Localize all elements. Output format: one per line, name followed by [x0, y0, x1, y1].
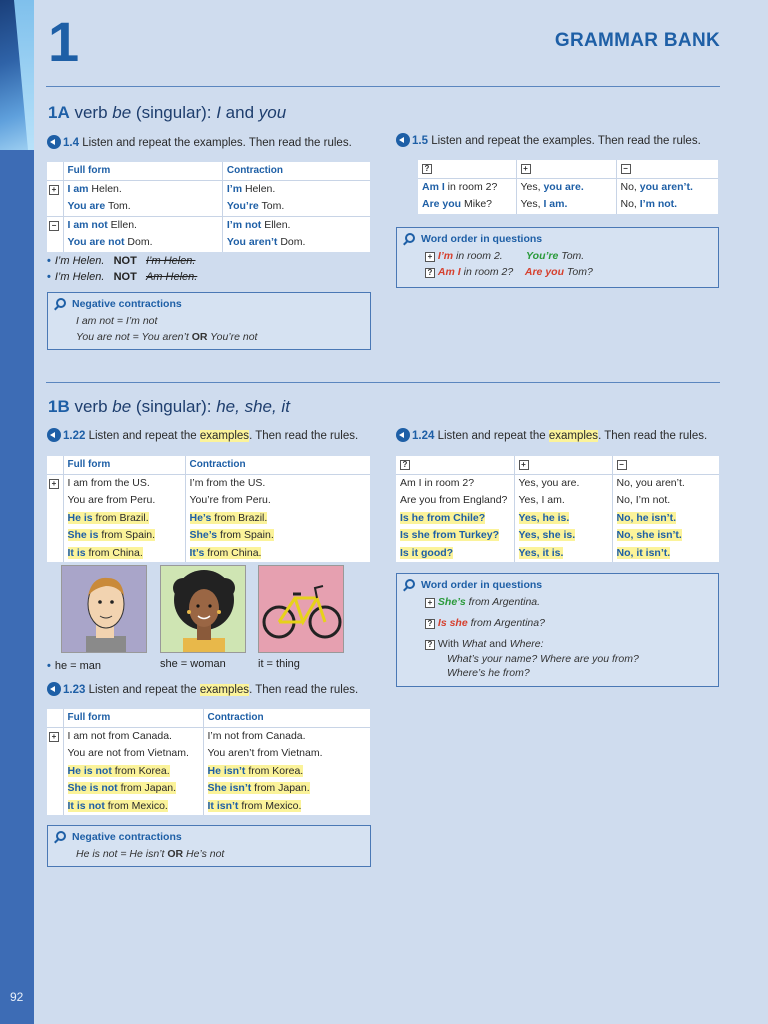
rule-bullets-1a: [47, 253, 197, 285]
table-cell: She is not from Japan.: [67, 782, 177, 794]
caption-he: • he = man: [47, 660, 102, 672]
plus-icon: +: [49, 479, 59, 489]
table-cell: It’s from China.: [185, 545, 370, 563]
table-cell: I am not Ellen.: [63, 216, 222, 234]
question-icon: ?: [425, 268, 435, 278]
table-cell: She isn’t from Japan.: [203, 780, 370, 798]
word-order-box-1b: Word order in questions + She’s from Argentina. ? Is she from Argentina? ? With What and Where: What’s your name? Where are you from? Where’s he from?: [396, 573, 719, 687]
table-cell: You aren’t from Vietnam.: [203, 745, 370, 763]
table-1b-negative: [47, 709, 370, 815]
table-cell: I am not from Canada.: [67, 729, 172, 742]
table-cell: I am from the US.: [67, 476, 150, 489]
minus-icon: −: [49, 221, 59, 231]
table-cell: No, it isn’t.: [612, 545, 719, 563]
table-cell: I am Helen.: [67, 182, 122, 195]
table-cell: I’m not Ellen.: [222, 216, 370, 234]
audio-1-4-instruction: 1.4 Listen and repeat the examples. Then read the rules.: [47, 135, 352, 149]
speaker-icon[interactable]: [396, 428, 410, 442]
table-1b-positive: [47, 456, 370, 562]
audio-1-24-instruction: 1.24 Listen and repeat the examples. Then read the rules.: [396, 428, 707, 442]
col-header-full-form: Full form: [63, 709, 203, 727]
col-header-full-form: Full form: [63, 162, 222, 180]
table-cell: Is she from Turkey?: [400, 529, 500, 541]
table-cell: Are you Mike?: [422, 198, 493, 210]
col-header-full-form: Full form: [63, 456, 185, 474]
table-cell: Am I in room 2?: [422, 180, 498, 193]
col-header-contraction: Contraction: [185, 456, 370, 474]
section-header: GRAMMAR BANK: [554, 30, 720, 51]
mid-divider: [46, 382, 720, 383]
magnifier-icon: [405, 579, 415, 589]
table-cell: No, you aren’t.: [616, 178, 718, 196]
table-cell: Are you from England?: [400, 494, 508, 506]
table-cell: Is he from Chile?: [400, 511, 486, 524]
table-cell: Is it good?: [400, 546, 454, 559]
table-cell: No, you aren’t.: [612, 474, 719, 492]
woman-illustration: [160, 565, 246, 653]
section-1a-title: 1A verb be (singular): I and you: [48, 103, 287, 122]
table-cell: No, she isn’t.: [612, 527, 719, 545]
col-header-contraction: Contraction: [222, 162, 370, 180]
table-cell: No, I’m not.: [612, 492, 719, 510]
plus-icon: +: [425, 598, 435, 608]
minus-icon: −: [621, 164, 631, 174]
question-icon: ?: [400, 460, 410, 470]
table-cell: Yes, I am.: [516, 196, 616, 214]
table-cell: No, I’m not.: [616, 196, 718, 214]
plus-icon: +: [519, 460, 529, 470]
table-cell: You are from Peru.: [67, 494, 156, 506]
table-cell: He is from Brazil.: [67, 511, 149, 524]
audio-1-5-instruction: 1.5 Listen and repeat the examples. Then read the rules.: [396, 133, 701, 147]
speaker-icon[interactable]: [47, 428, 61, 442]
table-cell: You are not Dom.: [67, 236, 153, 248]
man-illustration: [61, 565, 147, 653]
audio-1-22-instruction: 1.22 Listen and repeat the examples. Then read the rules.: [47, 428, 358, 442]
magnifier-icon: [56, 298, 66, 308]
table-cell: Yes, I am.: [514, 492, 612, 510]
plus-icon: +: [49, 732, 59, 742]
table-cell: He’s from Brazil.: [185, 510, 370, 528]
table-cell: It is not from Mexico.: [67, 799, 168, 812]
table-cell: You aren’t Dom.: [222, 234, 370, 252]
section-1b-title: 1B verb be (singular): he, she, it: [48, 397, 290, 416]
table-cell: She is from Spain.: [67, 529, 156, 541]
word-order-box-1a: Word order in questions + I’m in room 2. You’re Tom. ? Am I in room 2? Are you Tom?: [396, 227, 719, 288]
table-cell: You are Tom.: [67, 200, 131, 212]
question-icon: ?: [425, 640, 435, 650]
table-cell: Yes, he is.: [514, 510, 612, 528]
plus-icon: +: [521, 164, 531, 174]
col-header-contraction: Contraction: [203, 709, 370, 727]
table-cell: It is from China.: [67, 546, 143, 559]
list-item: • I’m Helen. NOT Am Helen.: [47, 271, 198, 283]
speaker-icon[interactable]: [396, 133, 410, 147]
table-cell: You’re Tom.: [222, 198, 370, 216]
bicycle-illustration: [258, 565, 344, 653]
table-cell: It isn’t from Mexico.: [203, 798, 370, 816]
list-item: • I’m Helen. NOT I’m Helen.: [47, 255, 196, 267]
table-cell: Yes, it is.: [514, 545, 612, 563]
question-icon: ?: [425, 619, 435, 629]
unit-number: 1: [48, 10, 80, 73]
table-cell: You’re from Peru.: [185, 492, 370, 510]
page-number: 92: [10, 990, 24, 1004]
speaker-icon[interactable]: [47, 682, 61, 696]
table-cell: I’m not from Canada.: [203, 727, 370, 745]
magnifier-icon: [405, 233, 415, 243]
table-cell: Am I in room 2?: [400, 476, 475, 489]
negative-contractions-box-1a: Negative contractions I am not = I’m not You are not = You aren’t OR You’re not: [47, 292, 371, 350]
minus-icon: −: [617, 460, 627, 470]
left-color-bar: [0, 0, 34, 1024]
table-cell: Yes, she is.: [514, 527, 612, 545]
table-cell: He is not from Korea.: [67, 764, 170, 777]
negative-contractions-box-1b: Negative contractions He is not = He isn’t OR He’s not: [47, 825, 371, 867]
table-cell: She’s from Spain.: [185, 527, 370, 545]
caption-she: she = woman: [160, 658, 226, 670]
table-cell: Yes, you are.: [516, 178, 616, 196]
table-cell: No, he isn’t.: [612, 510, 719, 528]
magnifier-icon: [56, 831, 66, 841]
table-1a-positive-negative: [47, 162, 370, 252]
table-1a-questions: [418, 160, 718, 214]
table-cell: Yes, you are.: [514, 474, 612, 492]
top-divider: [46, 86, 720, 87]
table-cell: I’m Helen.: [222, 180, 370, 198]
table-1b-questions: [396, 456, 719, 562]
plus-icon: +: [49, 185, 59, 195]
question-icon: ?: [422, 164, 432, 174]
table-cell: He isn’t from Korea.: [203, 763, 370, 781]
table-cell: You are not from Vietnam.: [67, 747, 189, 759]
speaker-icon[interactable]: [47, 135, 61, 149]
plus-icon: +: [425, 252, 435, 262]
caption-it: it = thing: [258, 658, 300, 670]
table-cell: I’m from the US.: [185, 474, 370, 492]
audio-1-23-instruction: 1.23 Listen and repeat the examples. Then read the rules.: [47, 682, 358, 696]
